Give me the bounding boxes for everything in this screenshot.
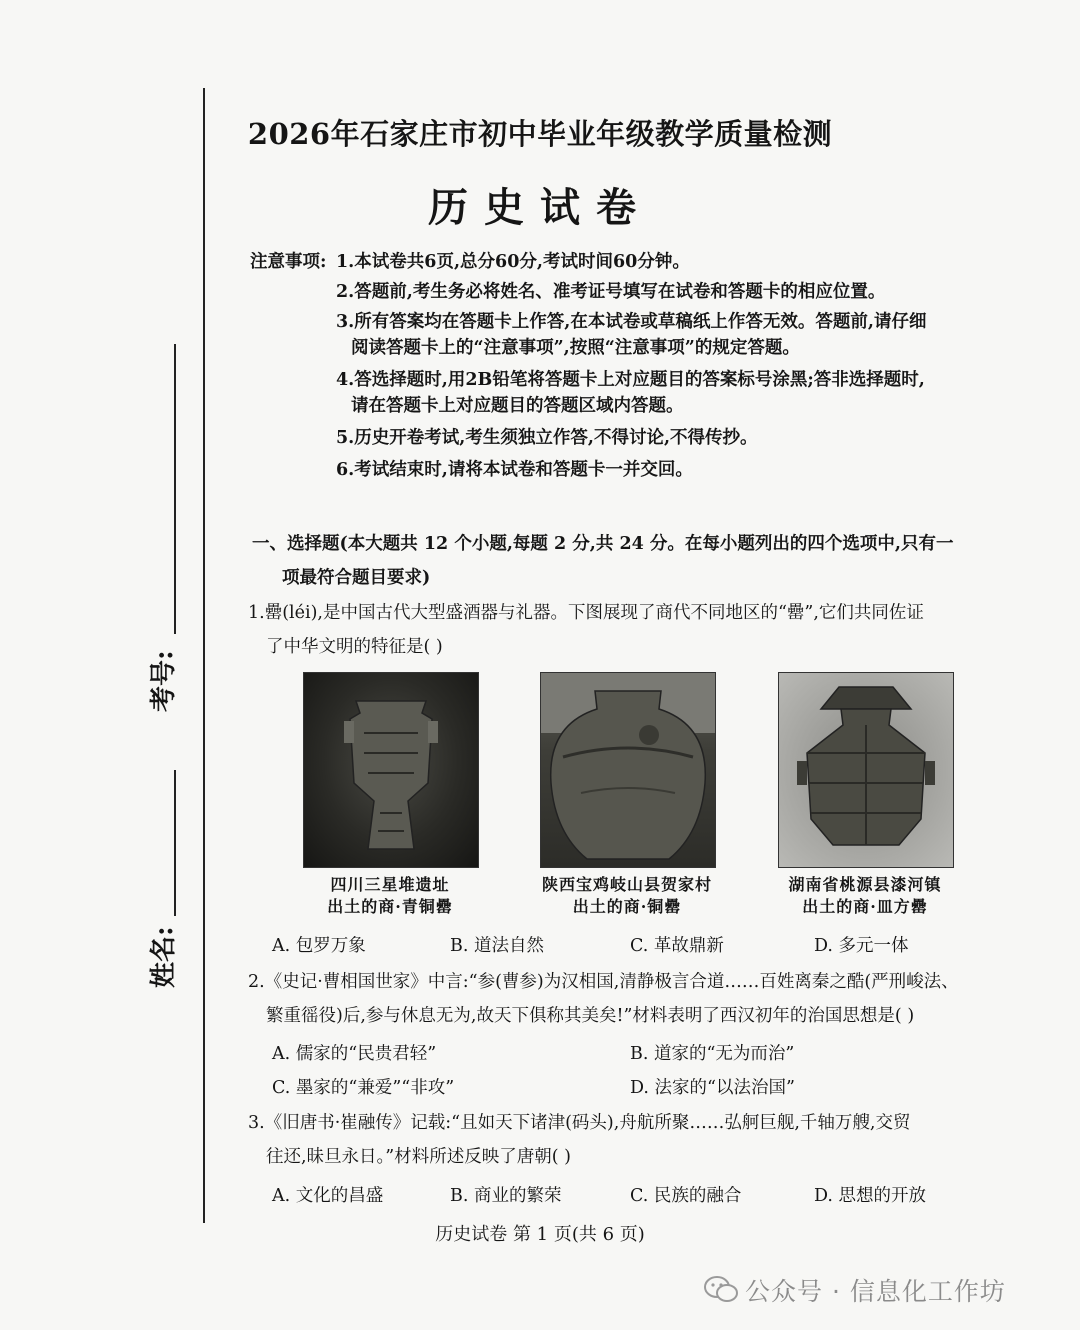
name-label: 姓名: (149, 926, 179, 988)
note-item: 6.考试结束时,请将本试卷和答题卡一并交回。 (336, 460, 693, 480)
question-line: 繁重徭役)后,参与休息无为,故天下俱称其美矣!”材料表明了西汉初年的治国思想是( ) (266, 1006, 915, 1026)
binding-line (203, 88, 205, 1223)
option-d: D. 多元一体 (814, 936, 909, 956)
section-heading-line: 项最符合题目要求) (282, 568, 431, 588)
baoji-bronze-lei-image (541, 673, 715, 867)
question-3-stem (248, 1106, 910, 1174)
exam-number-blank-line (174, 344, 176, 634)
option-a: A. 文化的昌盛 (272, 1186, 384, 1206)
note-item-continued: 阅读答题卡上的“注意事项”,按照“注意事项”的规定答题。 (351, 338, 800, 358)
option-a: A. 儒家的“民贵君轻” (272, 1044, 437, 1064)
figure-caption (507, 874, 747, 918)
question-line: 1.罍(léi),是中国古代大型盛酒器与礼器。下图展现了商代不同地区的“罍”,它们共同佐证 (248, 603, 924, 623)
option-c: C. 墨家的“兼爱”“非攻” (272, 1078, 455, 1098)
figure-caption (745, 874, 985, 918)
sanxingdui-bronze-lei-photo (303, 672, 479, 868)
option-c: C. 民族的融合 (630, 1186, 742, 1206)
note-item-continued: 请在答题卡上对应题目的答题区域内答题。 (351, 396, 684, 416)
figure-caption (270, 874, 510, 918)
question-2-stem (248, 965, 959, 1033)
caption-line: 陕西宝鸡岐山县贺家村 (541, 875, 712, 894)
question-line: 2.《史记·曹相国世家》中言:“参(曹参)为汉相国,清静极言合道……百姓离秦之酷(严刑峻法、 (248, 972, 959, 992)
option-a: A. 包罗万象 (272, 936, 366, 956)
option-b: B. 商业的繁荣 (450, 1186, 562, 1206)
section-heading (252, 527, 954, 595)
notes-lead: 注意事项: (250, 252, 327, 272)
caption-line: 湖南省桃源县漆河镇 (788, 875, 942, 894)
option-d: D. 思想的开放 (814, 1186, 927, 1206)
option-b: B. 道法自然 (450, 936, 544, 956)
sanxingdui-bronze-lei-image (304, 673, 478, 867)
note-item: 4.答选择题时,用2B铅笔将答题卡上对应题目的答案标号涂黑;答非选择题时, (336, 370, 925, 390)
caption-line: 四川三星堆遗址 (330, 875, 450, 894)
caption-line: 出土的商·青铜罍 (327, 897, 453, 916)
baoji-bronze-lei-photo (540, 672, 716, 868)
note-item: 1.本试卷共6页,总分60分,考试时间60分钟。 (336, 252, 690, 272)
caption-line: 出土的商·铜罍 (572, 897, 682, 916)
note-item: 5.历史开卷考试,考生须独立作答,不得讨论,不得传抄。 (336, 428, 758, 448)
exam-number-label: 考号: (149, 650, 179, 712)
question-1-stem (248, 596, 924, 664)
name-blank-line (174, 770, 176, 916)
question-line: 3.《旧唐书·崔融传》记载:“且如天下诸津(码头),舟航所聚……弘舸巨舰,千轴万艘,交贸 (248, 1113, 911, 1133)
exam-subtitle: 2026年石家庄市初中毕业年级教学质量检测 (247, 117, 833, 151)
page-footer: 历史试卷 第 1 页(共 6 页) (435, 1224, 645, 1245)
section-heading-line: 一、选择题(本大题共 12 个小题,每题 2 分,共 24 分。在每小题列出的四个选项中,只有一 (252, 534, 954, 554)
note-item: 2.答题前,考生务必将姓名、准考证号填写在试卷和答题卡的相应位置。 (336, 282, 886, 302)
taoyuan-min-fanglei-image (779, 673, 953, 867)
question-line: 往还,昧旦永日。”材料所述反映了唐朝( ) (266, 1147, 571, 1167)
option-b: B. 道家的“无为而治” (630, 1044, 795, 1064)
option-d: D. 法家的“以法治国” (630, 1078, 795, 1098)
question-line: 了中华文明的特征是( ) (266, 637, 443, 657)
caption-line: 出土的商·皿方罍 (802, 897, 928, 916)
exam-title: 历史试卷 (428, 184, 652, 231)
wechat-icon (703, 1275, 739, 1305)
watermark-text: 公众号 · 信息化工作坊 (745, 1277, 1006, 1306)
note-item: 3.所有答案均在答题卡上作答,在本试卷或草稿纸上作答无效。答题前,请仔细 (336, 312, 927, 332)
taoyuan-min-fanglei-photo (778, 672, 954, 868)
option-c: C. 革故鼎新 (630, 936, 724, 956)
